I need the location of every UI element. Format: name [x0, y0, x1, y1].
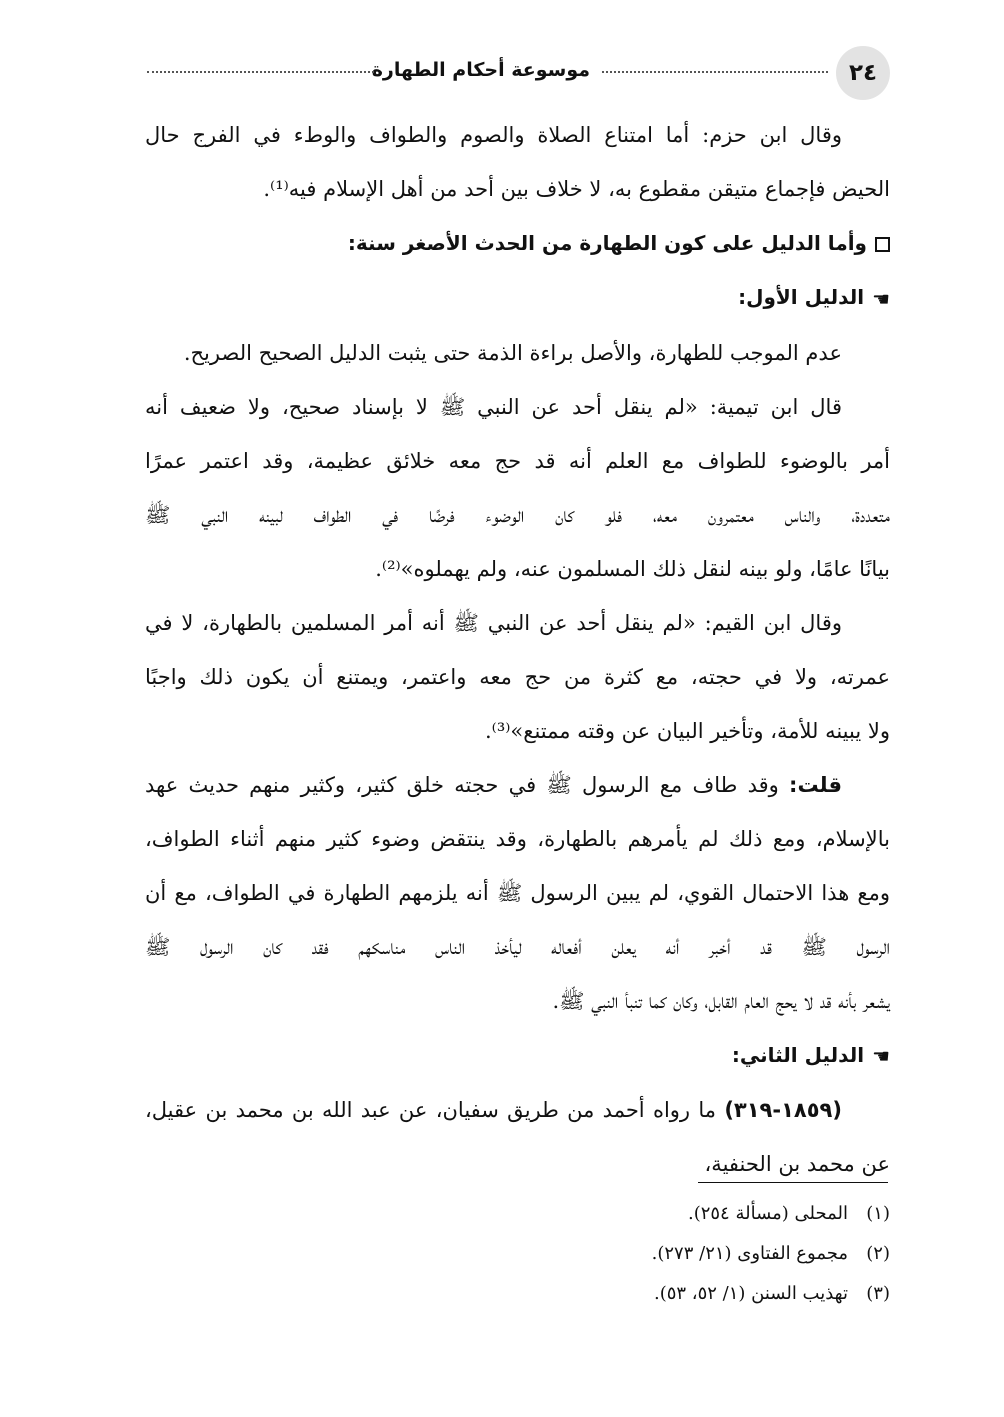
- text-line: أمر بالوضوء للطواف مع العلم أنه قد حج معه خلائق عظيمة، وقد اعتمر عمرًا: [145, 448, 890, 473]
- footnotes: [145, 1194, 890, 1314]
- footnote-text: المحلى (مسألة ٢٥٤).: [687, 1203, 848, 1224]
- hadith-number: (١٨٥٩-٣١٩): [724, 1098, 842, 1122]
- text-line: قال ابن تيمية: «لم ينقل أحد عن النبي ﷺ لا بإسناد صحيح، ولا ضعيف أنه: [145, 394, 842, 419]
- qultu-text: وقد طاف مع الرسول ﷺ في حجته خلق كثير، وكثير منهم حديث عهد: [145, 772, 779, 797]
- subsection-heading: [145, 1028, 890, 1084]
- footnote-number: (٣): [866, 1283, 890, 1304]
- qultu-label: قلت:: [789, 772, 842, 797]
- footnote: [145, 1194, 890, 1234]
- text-line: وقال ابن حزم: أما امتناع الصلاة والصوم والطواف والوطء في الفرج حال: [145, 123, 842, 147]
- text-line: بالإسلام، ومع ذلك لم يأمرهم بالطهارة، وقد ينتقض وضوء كثير منهم أثناء الطواف،: [145, 826, 890, 851]
- footnote-separator: [698, 1182, 888, 1183]
- section-heading: [145, 216, 890, 270]
- text-line: بيانًا عامًا، ولو بينه لنقل ذلك المسلمون عنه، ولم يهملوه»⁽²⁾.: [375, 556, 890, 581]
- footnote: [145, 1274, 890, 1314]
- hadith-text: ما رواه أحمد من طريق سفيان، عن عبد الله بن محمد بن عقيل،: [145, 1098, 717, 1122]
- footnote-number: (٢): [866, 1243, 890, 1264]
- header-dotted-rule-left: [147, 71, 374, 73]
- text-line: عن محمد بن الحنفية،: [704, 1152, 890, 1176]
- text-line: [145, 758, 890, 812]
- footnote-text: مجموع الفتاوى (٢١/ ٢٧٣).: [651, 1243, 848, 1264]
- footnote: [145, 1234, 890, 1274]
- footnote-text: تهذيب السنن (١/ ٥٢، ٥٣).: [653, 1283, 848, 1304]
- text-line: وقال ابن القيم: «لم ينقل أحد عن النبي ﷺ أنه أمر المسلمين بالطهارة، لا في: [145, 610, 842, 635]
- main-text: [145, 108, 890, 1191]
- text-line: عمرته، ولا في حجته، مع كثرة من حج معه واعتمر، ويمتنع أن يكون ذلك واجبًا: [145, 664, 890, 689]
- subsection-heading: [145, 270, 890, 326]
- checkbox-square-icon: [875, 237, 890, 252]
- header-dotted-rule-right: [602, 71, 828, 73]
- text-line: ولا يبينه للأمة، وتأخير البيان عن وقته ممتنع»⁽³⁾.: [485, 718, 890, 743]
- subsection-heading-text: الدليل الأول:: [738, 285, 865, 309]
- text-line: الحيض فإجماع متيقن مقطوع به، لا خلاف بين أحد من أهل الإسلام فيه⁽¹⁾.: [263, 177, 890, 201]
- book-title: موسوعة أحكام الطهارة: [371, 59, 590, 81]
- page-number: ٢٤: [836, 46, 890, 100]
- section-heading-text: وأما الدليل على كون الطهارة من الحدث الأصغر سنة:: [347, 231, 867, 255]
- page-header: [145, 46, 890, 100]
- pointing-hand-icon: ☚: [872, 1044, 890, 1068]
- text-line: متعددة، والناس معتمرون معه، فلو كان الوضوء فرضًا في الطواف لبينه النبي ﷺ: [145, 502, 890, 527]
- footnote-number: (١): [866, 1203, 890, 1224]
- text-line: ومع هذا الاحتمال القوي، لم يبين الرسول ﷺ أنه يلزمهم الطهارة في الطواف، مع أن: [145, 880, 890, 905]
- text-line: [145, 1083, 890, 1137]
- subsection-heading-text: الدليل الثاني:: [731, 1042, 865, 1067]
- pointing-hand-icon: ☚: [872, 286, 890, 311]
- text-line: الرسول ﷺ قد أخبر أنه يعلن أفعاله ليأخذ الناس مناسكهم فقد كان الرسول ﷺ: [145, 934, 890, 959]
- text-line: عدم الموجب للطهارة، والأصل براءة الذمة حتى يثبت الدليل الصحيح الصريح.: [183, 340, 842, 365]
- text-line: يشعر بأنه قد لا يحج العام القابل، وكان كما تنبأ النبي ﷺ.: [552, 988, 890, 1013]
